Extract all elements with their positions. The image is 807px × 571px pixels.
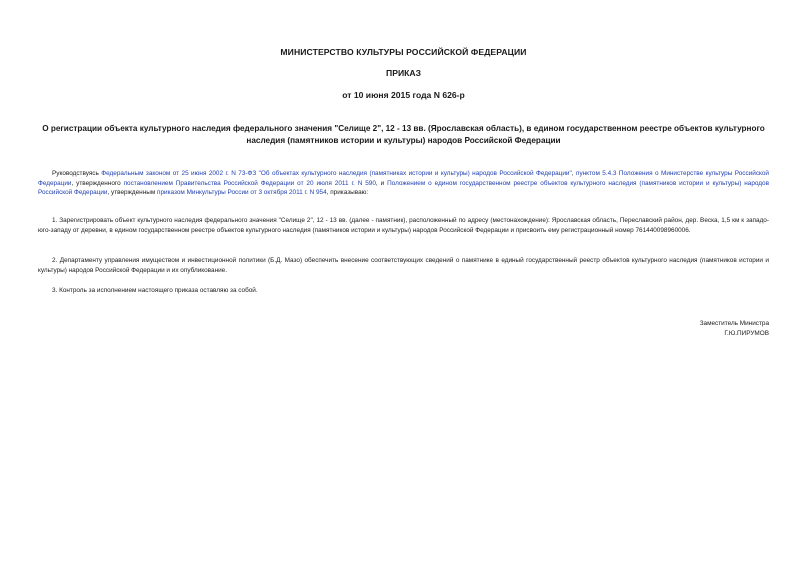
link-regulation-point[interactable]: пунктом 5.4.3 Положения о Министерстве культуры Российской Федерации	[38, 170, 770, 187]
order-item-1	[38, 216, 769, 235]
preamble-text: , утвержденного	[71, 179, 124, 187]
signatory-position: Заместитель Министра	[699, 320, 769, 327]
order-subject: О регистрации объекта культурного наследия федерального значения "Селище 2", 12 - 13 вв. (Ярославская область), в едином государственном реестре объектов культурного наследия (памятников истории и культуры) народов Российской Федерации	[42, 124, 765, 145]
order-item-3	[38, 286, 769, 296]
link-ministry-order[interactable]: приказом Минкультуры России от 3 октября 2011 г. N 954	[156, 189, 327, 196]
ministry-title: МИНИСТЕРСТВО КУЛЬТУРЫ РОССИЙСКОЙ ФЕДЕРАЦИИ	[280, 47, 527, 57]
order-item-text: 1. Зарегистрировать объект культурного наследия федерального значения "Селище 2", 12 - 13 вв. (далее - памятник), расположенный по адресу (местонахождение): Ярославская область, Переславский район, дер. Веска, 1,5 км к западо-юго-западу от деревни, в едином государственном реестре объектов культурного наследия (памятников истории и культуры) народов Российской Федерации и присвоить ему регистрационный номер 761440098960006.	[38, 217, 769, 234]
preamble-text: ,	[571, 170, 576, 177]
order-item-text: 2. Департаменту управления имуществом и инвестиционной политики (Б.Д. Мазо) обеспечить внесение соответствующих сведений о памятнике в единый государственный реестр объектов культурного наследия (памятников истории и культуры) народов Российской Федерации и их опубликование.	[38, 257, 769, 274]
preamble-text: , утвержденным	[107, 189, 157, 196]
signature-block	[700, 319, 769, 338]
order-date-number: от 10 июня 2015 года N 626-р	[342, 90, 465, 100]
link-federal-law[interactable]: Федеральным законом от 25 июня 2002 г. N 73-ФЗ "Об объектах культурного наследия (памятниках истории и культуры) народов Российской Федерации"	[101, 170, 572, 177]
link-registry-regulation[interactable]: Положением о едином государственном реестре объектов культурного наследия (памятников истории и культуры) народов Российской Федерации	[38, 179, 769, 196]
preamble-text: , и	[375, 179, 388, 187]
order-item-text: 3. Контроль за исполнением настоящего приказа оставляю за собой.	[52, 287, 258, 294]
order-type: ПРИКАЗ	[386, 68, 421, 78]
preamble-text: , приказываю:	[326, 189, 369, 196]
preamble-paragraph	[38, 169, 769, 198]
link-government-decree[interactable]: постановлением Правительства Российской Федерации от 20 июля 2011 г. N 590	[123, 179, 376, 187]
preamble-text: Руководствуясь	[52, 170, 102, 177]
order-item-2	[38, 256, 769, 275]
signatory-name: Г.Ю.ПИРУМОВ	[724, 329, 769, 337]
